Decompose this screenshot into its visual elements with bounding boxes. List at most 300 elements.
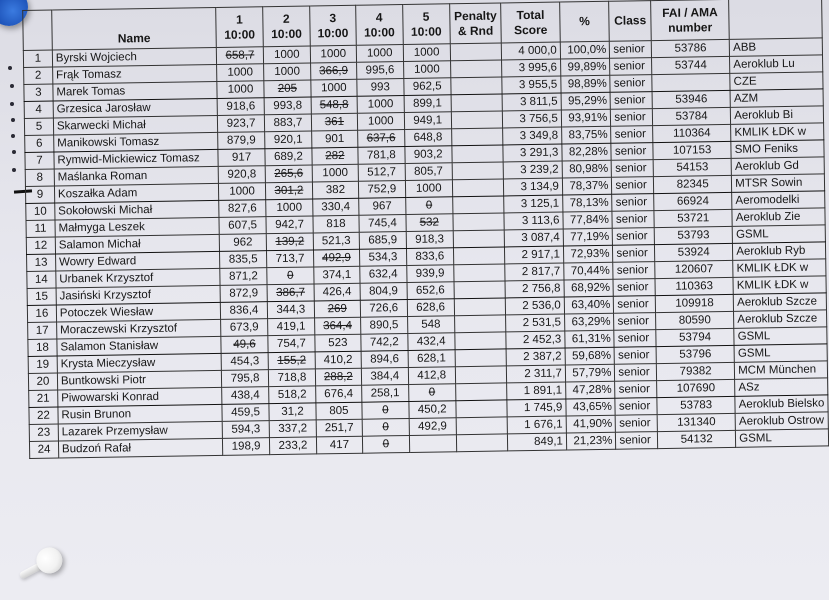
club-cell: Aeromodelki xyxy=(732,191,825,209)
pilot-name-cell: Salamon Stanisław xyxy=(57,336,221,356)
club-cell: MTSR Sowin xyxy=(732,174,825,192)
fai-number-cell: 53946 xyxy=(652,90,730,108)
club-cell: Aeroklub Bi xyxy=(731,106,824,124)
position-cell: 7 xyxy=(25,152,54,169)
percent-cell: 93,91% xyxy=(561,109,611,127)
class-cell: senior xyxy=(611,109,653,127)
fai-number-cell: 53793 xyxy=(654,226,732,244)
fai-number-cell: 66924 xyxy=(654,192,732,210)
percent-cell: 98,89% xyxy=(561,75,611,93)
fai-number-cell: 110363 xyxy=(655,277,733,295)
round-5-score-cell: 532 xyxy=(406,214,453,232)
percent-cell: 41,90% xyxy=(566,415,616,433)
round-4-score-cell: 804,9 xyxy=(360,282,407,300)
round-2-score-cell: 419,1 xyxy=(268,318,315,336)
round-5-score-cell: 432,4 xyxy=(408,333,455,351)
round-1-score-cell: 198,9 xyxy=(223,438,270,456)
pilot-name-cell: Rusin Brunon xyxy=(58,404,222,424)
round-2-score-cell: 1000 xyxy=(263,46,310,64)
penalty-cell xyxy=(451,111,503,129)
penalty-cell xyxy=(456,434,508,452)
round-5-score-cell xyxy=(409,435,456,453)
punch-hole xyxy=(8,66,12,70)
percent-cell: 80,98% xyxy=(562,160,612,178)
fai-number-cell: 54132 xyxy=(657,430,735,448)
percent-cell: 99,89% xyxy=(560,58,610,76)
round-3-score-cell: 364,4 xyxy=(314,317,360,335)
fai-number-cell: 79382 xyxy=(656,362,734,380)
position-cell: 22 xyxy=(29,407,58,424)
pilot-name-cell: Krysta Mieczysław xyxy=(57,353,221,373)
round-5-score-cell: 648,8 xyxy=(404,129,451,147)
round-4-score-cell: 967 xyxy=(359,198,406,216)
round-1-score-cell: 918,6 xyxy=(217,98,264,116)
round-5-score-cell: 918,3 xyxy=(406,231,453,249)
class-cell: senior xyxy=(612,177,654,195)
percent-cell: 82,28% xyxy=(562,143,612,161)
round-2-score-cell: 337,2 xyxy=(269,420,316,438)
club-cell: SMO Feniks xyxy=(731,140,824,158)
round-1-score-cell: 459,5 xyxy=(222,404,269,422)
position-cell: 23 xyxy=(29,424,58,441)
penalty-header: Penalty & Rnd xyxy=(449,3,501,44)
round-4-score-cell: 637,6 xyxy=(358,130,405,148)
round-1-score-cell: 49,6 xyxy=(221,336,268,354)
total-score-cell: 849,1 xyxy=(508,433,567,451)
club-cell: CZE xyxy=(730,72,823,90)
round-1-score-cell: 827,6 xyxy=(219,200,266,218)
round-1-score-cell: 920,8 xyxy=(218,166,265,184)
club-cell: Aeroklub Szcze xyxy=(733,293,826,311)
round-5-score-cell: 903,2 xyxy=(405,146,452,164)
percent-cell: 70,44% xyxy=(564,262,614,280)
club-cell: GSML xyxy=(734,344,827,362)
round-5-score-cell: 939,9 xyxy=(407,265,454,283)
total-score-cell: 3 087,4 xyxy=(505,229,564,247)
round-4-score-cell: 685,9 xyxy=(359,231,406,249)
round-5-score-cell: 1000 xyxy=(403,61,450,79)
round-5-score-cell: 652,6 xyxy=(407,282,454,300)
round-3-score-cell: 382 xyxy=(312,181,358,199)
percent-cell: 57,79% xyxy=(565,364,615,382)
class-cell: senior xyxy=(614,313,656,331)
total-score-cell: 4 000,0 xyxy=(502,42,561,60)
position-cell: 11 xyxy=(26,220,55,237)
percent-cell: 63,40% xyxy=(564,296,614,314)
round-2-score-cell: 233,2 xyxy=(269,437,316,455)
pilot-name-cell: Byrski Wojciech xyxy=(52,47,216,67)
total-score-cell: 1 891,1 xyxy=(507,382,566,400)
club-cell: ASz xyxy=(735,378,828,396)
fai-number-cell: 107153 xyxy=(653,141,731,159)
round-1-score-cell: 795,8 xyxy=(221,370,268,388)
class-cell: senior xyxy=(614,296,656,314)
class-cell: senior xyxy=(614,330,656,348)
percent-cell: 78,37% xyxy=(562,177,612,195)
round-5-score-cell: 1000 xyxy=(405,180,452,198)
round-5-score-cell: 412,8 xyxy=(408,367,455,385)
total-score-cell: 2 531,5 xyxy=(506,314,565,332)
round-4-score-cell: 0 xyxy=(362,418,409,436)
penalty-cell xyxy=(450,60,502,78)
club-cell: Aeroklub Lu xyxy=(730,55,823,73)
fai-number-cell: 120607 xyxy=(655,260,733,278)
round-5-score-cell: 899,1 xyxy=(404,95,451,113)
round-4-score-cell: 745,4 xyxy=(359,214,406,232)
pilot-name-cell: Jasiński Krzysztof xyxy=(56,285,220,305)
fai-number-cell xyxy=(652,73,730,91)
round-1-score-cell: 1000 xyxy=(219,183,266,201)
club-cell: ABB xyxy=(729,38,822,56)
club-header xyxy=(729,0,822,39)
round-1-score-cell: 917 xyxy=(218,149,265,167)
penalty-cell xyxy=(452,145,504,163)
position-cell: 8 xyxy=(25,169,54,186)
total-score-cell: 3 995,6 xyxy=(502,59,561,77)
round-1-score-cell: 658,7 xyxy=(216,47,263,65)
fai-number-cell: 53786 xyxy=(651,39,729,57)
round-3-score-cell: 676,4 xyxy=(316,385,362,403)
club-cell: Aeroklub Szcze xyxy=(734,310,827,328)
punch-hole xyxy=(10,102,14,106)
total-score-cell: 1 745,9 xyxy=(507,399,566,417)
penalty-cell xyxy=(452,196,504,214)
pilot-name-cell: Manikowski Tomasz xyxy=(54,132,218,152)
round-5-score-cell: 833,6 xyxy=(406,248,453,266)
round-2-score-cell: 942,7 xyxy=(266,216,313,234)
penalty-cell xyxy=(455,383,507,401)
percent-cell: 95,29% xyxy=(561,92,611,110)
penalty-cell xyxy=(453,230,505,248)
penalty-cell xyxy=(455,349,507,367)
round-4-score-cell: 995,6 xyxy=(356,62,403,80)
percent-cell: 77,84% xyxy=(563,211,613,229)
results-sheet xyxy=(22,0,829,468)
round-4-score-cell: 1000 xyxy=(357,113,404,131)
round-1-score-cell: 1000 xyxy=(217,64,264,82)
total-score-cell: 3 955,5 xyxy=(502,76,561,94)
round-5-score-cell: 548 xyxy=(407,316,454,334)
total-score-cell: 3 349,8 xyxy=(503,127,562,145)
class-cell: senior xyxy=(613,228,655,246)
round-4-score-cell: 752,9 xyxy=(358,181,405,199)
penalty-cell xyxy=(455,366,507,384)
class-cell: senior xyxy=(610,58,652,76)
pilot-name-cell: Potoczek Wiesław xyxy=(56,302,220,322)
round-5-score-cell: 0 xyxy=(405,197,452,215)
round-2-score-cell: 883,7 xyxy=(264,114,311,132)
fai-number-cell: 110364 xyxy=(653,124,731,142)
round-2-score-cell: 1000 xyxy=(264,63,311,81)
fai-number-cell: 54153 xyxy=(653,158,731,176)
position-cell: 13 xyxy=(27,254,56,271)
round-3-score-cell: 818 xyxy=(313,215,359,233)
round-4-score-cell: 894,6 xyxy=(361,350,408,368)
club-cell: GSML xyxy=(736,429,829,447)
round-4-header: 4 10:00 xyxy=(356,5,404,46)
round-2-score-cell: 713,7 xyxy=(266,250,313,268)
round-4-score-cell: 993 xyxy=(357,79,404,97)
results-table xyxy=(22,0,829,459)
position-cell: 16 xyxy=(27,305,56,322)
class-cell: senior xyxy=(610,75,652,93)
position-cell: 18 xyxy=(28,339,57,356)
class-cell: senior xyxy=(611,143,653,161)
penalty-cell xyxy=(454,315,506,333)
round-1-score-cell: 1000 xyxy=(217,81,264,99)
position-cell: 15 xyxy=(27,288,56,305)
pos-header xyxy=(23,10,53,50)
club-cell: KMLIK ŁDK w xyxy=(731,123,824,141)
round-2-score-cell: 718,8 xyxy=(268,369,315,387)
position-cell: 24 xyxy=(29,441,58,458)
round-1-score-cell: 962 xyxy=(219,234,266,252)
punch-hole xyxy=(12,150,16,154)
round-3-score-cell: 374,1 xyxy=(314,266,360,284)
round-1-score-cell: 673,9 xyxy=(221,319,268,337)
total-score-cell: 2 817,7 xyxy=(505,263,564,281)
total-score-cell: 3 756,5 xyxy=(503,110,562,128)
total-header: Total Score xyxy=(501,2,560,43)
pilot-name-cell: Salamon Michał xyxy=(55,234,219,254)
round-4-score-cell: 534,3 xyxy=(359,248,406,266)
club-cell: Aeroklub Zie xyxy=(732,208,825,226)
round-1-score-cell: 872,9 xyxy=(220,285,267,303)
penalty-cell xyxy=(453,247,505,265)
class-cell: senior xyxy=(614,347,656,365)
pilot-name-cell: Lazarek Przemysław xyxy=(58,421,222,441)
position-cell: 14 xyxy=(27,271,56,288)
round-5-header: 5 10:00 xyxy=(402,4,450,45)
pilot-name-cell: Marek Tomas xyxy=(53,81,217,101)
class-cell: senior xyxy=(612,211,654,229)
round-2-score-cell: 1000 xyxy=(266,199,313,217)
percent-cell: 100,0% xyxy=(560,41,610,59)
round-4-score-cell: 0 xyxy=(362,401,409,419)
round-2-score-cell: 0 xyxy=(267,267,314,285)
position-cell: 10 xyxy=(26,203,55,220)
results-body xyxy=(23,38,828,458)
round-1-score-cell: 438,4 xyxy=(222,387,269,405)
round-3-score-cell: 492,9 xyxy=(313,249,359,267)
round-3-score-cell: 361 xyxy=(311,113,357,131)
round-2-score-cell: 386,7 xyxy=(267,284,314,302)
round-3-score-cell: 269 xyxy=(314,300,360,318)
round-5-score-cell: 0 xyxy=(408,384,455,402)
round-4-score-cell: 1000 xyxy=(356,45,403,63)
round-2-score-cell: 31,2 xyxy=(269,403,316,421)
round-1-score-cell: 923,7 xyxy=(217,115,264,133)
round-4-score-cell: 1000 xyxy=(357,96,404,114)
round-1-score-cell: 836,4 xyxy=(220,302,267,320)
round-3-score-cell: 521,3 xyxy=(313,232,359,250)
round-4-score-cell: 384,4 xyxy=(361,367,408,385)
punch-hole xyxy=(11,118,15,122)
position-cell: 6 xyxy=(25,135,54,152)
percent-cell: 77,19% xyxy=(563,228,613,246)
round-3-score-cell: 426,4 xyxy=(314,283,360,301)
round-5-score-cell: 450,2 xyxy=(409,401,456,419)
total-score-cell: 2 311,7 xyxy=(507,365,566,383)
round-4-score-cell: 632,4 xyxy=(360,265,407,283)
round-2-score-cell: 689,2 xyxy=(265,148,312,166)
fai-number-cell: 80590 xyxy=(656,311,734,329)
fai-number-cell: 53794 xyxy=(656,328,734,346)
round-3-score-cell: 1000 xyxy=(311,79,357,97)
total-score-cell: 3 239,2 xyxy=(504,161,563,179)
class-header: Class xyxy=(609,1,651,42)
penalty-cell xyxy=(451,128,503,146)
fai-number-cell: 109918 xyxy=(655,294,733,312)
total-score-cell: 2 917,1 xyxy=(505,246,564,264)
class-cell: senior xyxy=(616,415,658,433)
round-4-score-cell: 512,7 xyxy=(358,164,405,182)
round-5-score-cell: 628,6 xyxy=(407,299,454,317)
round-3-score-cell: 410,2 xyxy=(315,351,361,369)
pilot-name-cell: Koszałka Adam xyxy=(54,183,218,203)
round-1-score-cell: 607,5 xyxy=(219,217,266,235)
position-cell: 17 xyxy=(28,322,57,339)
pilot-name-cell: Moraczewski Krzysztof xyxy=(56,319,220,339)
round-3-score-cell: 282 xyxy=(312,147,358,165)
fai-number-cell: 82345 xyxy=(653,175,731,193)
round-3-score-cell: 523 xyxy=(315,334,361,352)
pilot-name-cell: Małmyga Leszek xyxy=(55,217,219,237)
pilot-name-cell: Sokołowski Michał xyxy=(55,200,219,220)
round-1-score-cell: 454,3 xyxy=(221,353,268,371)
penalty-cell xyxy=(456,400,508,418)
club-cell: KMLIK ŁDK w xyxy=(733,276,826,294)
round-1-header: 1 10:00 xyxy=(216,7,264,48)
pilot-name-cell: Urbanek Krzysztof xyxy=(56,268,220,288)
round-5-score-cell: 805,7 xyxy=(405,163,452,181)
pilot-name-cell: Rymwid-Mickiewicz Tomasz xyxy=(54,149,218,169)
penalty-cell xyxy=(450,77,502,95)
class-cell: senior xyxy=(615,364,657,382)
white-pushpin xyxy=(14,543,68,589)
round-2-header: 2 10:00 xyxy=(263,6,311,47)
round-1-score-cell: 594,3 xyxy=(222,421,269,439)
class-cell: senior xyxy=(616,432,658,450)
penalty-cell xyxy=(456,417,508,435)
round-5-score-cell: 628,1 xyxy=(408,350,455,368)
punch-hole xyxy=(11,134,15,138)
percent-cell: 59,68% xyxy=(565,347,615,365)
name-header: Name xyxy=(52,7,217,50)
round-2-score-cell: 265,6 xyxy=(265,165,312,183)
pilot-name-cell: Buntkowski Piotr xyxy=(57,370,221,390)
total-score-cell: 2 536,0 xyxy=(506,297,565,315)
fai-number-cell: 53784 xyxy=(652,107,730,125)
round-3-header: 3 10:00 xyxy=(310,5,357,46)
class-cell: senior xyxy=(612,160,654,178)
round-4-score-cell: 258,1 xyxy=(362,384,409,402)
fai-number-cell: 53744 xyxy=(652,56,730,74)
position-cell: 4 xyxy=(24,101,53,118)
total-score-cell: 2 387,2 xyxy=(506,348,565,366)
round-5-score-cell: 949,1 xyxy=(404,112,451,130)
percent-cell: 61,31% xyxy=(565,330,615,348)
total-score-cell: 3 811,5 xyxy=(502,93,561,111)
round-2-score-cell: 301,2 xyxy=(265,182,312,200)
percent-cell: 78,13% xyxy=(563,194,613,212)
pilot-name-cell: Skarwecki Michał xyxy=(53,115,217,135)
percent-cell: 83,75% xyxy=(561,126,611,144)
total-score-cell: 1 676,1 xyxy=(508,416,567,434)
position-cell: 3 xyxy=(24,84,53,101)
penalty-cell xyxy=(454,332,506,350)
club-cell: MCM München xyxy=(735,361,828,379)
percent-cell: 43,65% xyxy=(566,398,616,416)
round-2-score-cell: 205 xyxy=(264,80,311,98)
round-4-score-cell: 726,6 xyxy=(360,299,407,317)
position-cell: 5 xyxy=(24,118,53,135)
round-1-score-cell: 835,5 xyxy=(220,251,267,269)
class-cell: senior xyxy=(615,381,657,399)
class-cell: senior xyxy=(610,41,652,59)
round-3-score-cell: 901 xyxy=(312,130,358,148)
fai-number-cell: 131340 xyxy=(657,413,735,431)
pilot-name-cell: Wowry Edward xyxy=(55,251,219,271)
class-cell: senior xyxy=(613,245,655,263)
club-cell: GSML xyxy=(734,327,827,345)
round-3-score-cell: 1000 xyxy=(310,45,356,63)
fai-header: FAI / AMA number xyxy=(651,0,730,41)
club-cell: AZM xyxy=(730,89,823,107)
percent-cell: 63,29% xyxy=(564,313,614,331)
round-3-score-cell: 805 xyxy=(316,402,362,420)
round-2-score-cell: 754,7 xyxy=(268,335,315,353)
round-4-score-cell: 742,2 xyxy=(361,333,408,351)
pilot-name-cell: Budzoń Rafał xyxy=(58,438,222,458)
pilot-name-cell: Piwowarski Konrad xyxy=(58,387,222,407)
percent-header: % xyxy=(559,1,609,42)
round-3-score-cell: 251,7 xyxy=(316,419,362,437)
position-cell: 20 xyxy=(28,373,57,390)
penalty-cell xyxy=(454,281,506,299)
percent-cell: 47,28% xyxy=(565,381,615,399)
class-cell: senior xyxy=(613,262,655,280)
penalty-cell xyxy=(452,179,504,197)
pilot-name-cell: Frąk Tomasz xyxy=(52,64,216,84)
class-cell: senior xyxy=(615,398,657,416)
fai-number-cell: 107690 xyxy=(657,379,735,397)
total-score-cell: 3 125,1 xyxy=(504,195,563,213)
penalty-cell xyxy=(451,94,503,112)
round-2-score-cell: 139,2 xyxy=(266,233,313,251)
percent-cell: 72,93% xyxy=(563,245,613,263)
club-cell: KMLIK ŁDK w xyxy=(733,259,826,277)
club-cell: Aeroklub Ostrow xyxy=(735,412,828,430)
round-3-score-cell: 330,4 xyxy=(313,198,359,216)
total-score-cell: 2 756,8 xyxy=(505,280,564,298)
round-4-score-cell: 781,8 xyxy=(358,147,405,165)
club-cell: Aeroklub Bielsko xyxy=(735,395,828,413)
penalty-cell xyxy=(450,43,502,61)
round-3-score-cell: 417 xyxy=(316,436,362,454)
round-5-score-cell: 492,9 xyxy=(409,418,456,436)
percent-cell: 68,92% xyxy=(564,279,614,297)
round-3-score-cell: 288,2 xyxy=(315,368,361,386)
round-2-score-cell: 155,2 xyxy=(268,352,315,370)
position-cell: 12 xyxy=(26,237,55,254)
round-5-score-cell: 962,5 xyxy=(404,78,451,96)
round-3-score-cell: 366,9 xyxy=(310,62,356,80)
club-cell: GSML xyxy=(732,225,825,243)
club-cell: Aeroklub Ryb xyxy=(733,242,826,260)
class-cell: senior xyxy=(613,279,655,297)
total-score-cell: 2 452,3 xyxy=(506,331,565,349)
